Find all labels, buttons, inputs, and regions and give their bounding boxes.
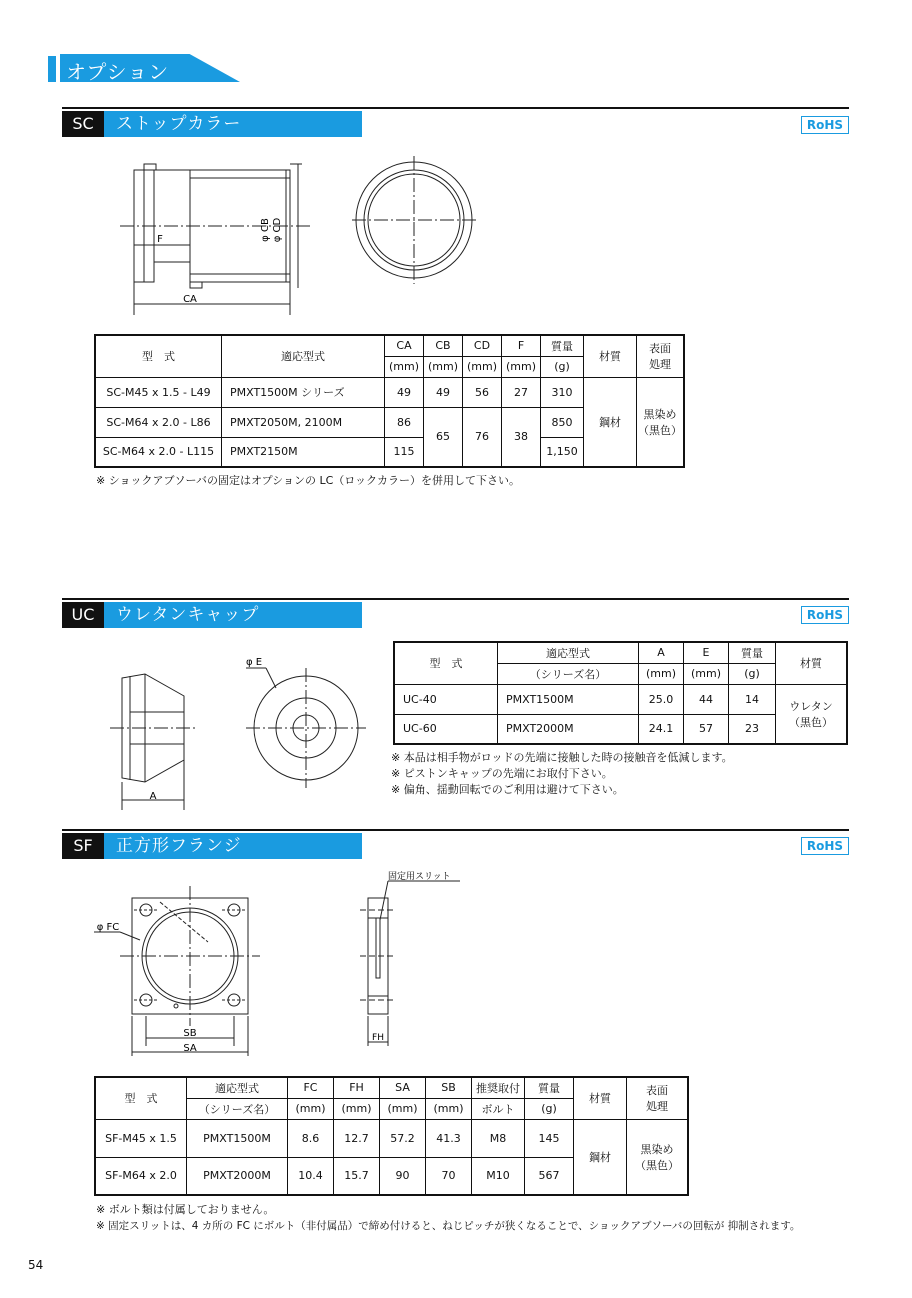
sf-slit-label: 固定用スリット — [388, 872, 451, 882]
table-cell: (mm) — [463, 356, 502, 377]
table-cell: M10 — [472, 1157, 525, 1195]
sf-spec-table — [94, 1076, 689, 1196]
table-cell: FC — [288, 1077, 334, 1098]
sc-h-material: 材質 — [584, 335, 637, 377]
uc-section-name: ウレタンキャップ — [116, 605, 260, 625]
sf-dim-fh: FH — [372, 1033, 384, 1043]
sf-dim-sb: SB — [183, 1028, 197, 1039]
table-cell: PMXT2150M — [222, 437, 385, 467]
table-cell: M8 — [472, 1119, 525, 1157]
table-cell: A — [639, 642, 684, 663]
sc-dim-cb: φ CB — [260, 218, 271, 242]
table-cell: (mm) — [334, 1098, 380, 1119]
uc-section-header — [62, 602, 362, 628]
uc-material: ウレタン （黒色） — [776, 684, 848, 744]
page-title — [48, 54, 240, 82]
table-cell: PMXT1500M — [187, 1119, 288, 1157]
sc-section-header — [62, 111, 362, 137]
sf-section-header — [62, 833, 362, 859]
table-cell: 70 — [426, 1157, 472, 1195]
sf-rohs-badge: RoHS — [801, 837, 849, 855]
table-cell: 型 式 — [95, 1077, 187, 1119]
table-cell: 57.2 — [380, 1119, 426, 1157]
uc-drawing — [100, 650, 380, 810]
table-cell: 適応型式 — [498, 642, 639, 663]
sc-surface: 黒染め （黒色） — [637, 377, 685, 467]
sf-note-2: ※ 固定スリットは、4 カ所の FC にボルト（非付属品）で締め付けると、ねじピッチが狭くなることで、ショックアブソーバの回転が 抑制されます。 — [96, 1220, 801, 1232]
sc-rohs-badge: RoHS — [801, 116, 849, 134]
table-cell: (g) — [525, 1098, 574, 1119]
sf-section-rule — [62, 829, 849, 831]
table-cell: SA — [380, 1077, 426, 1098]
table-cell: PMXT2050M, 2100M — [222, 407, 385, 437]
table-cell: 49 — [424, 377, 463, 407]
table-cell: 86 — [385, 407, 424, 437]
table-row — [95, 1119, 688, 1157]
table-cell: 型 式 — [394, 642, 498, 684]
table-cell: （シリーズ名） — [498, 663, 639, 684]
table-cell: 65 — [424, 407, 463, 467]
table-cell: 145 — [525, 1119, 574, 1157]
sf-dim-sa: SA — [183, 1043, 197, 1054]
sc-h-cb: CB — [424, 335, 463, 356]
sc-section-code: SC — [62, 111, 104, 137]
sf-dim-fc: φ FC — [96, 922, 120, 933]
table-cell: 材質 — [776, 642, 848, 684]
sc-note: ※ ショックアブソーバの固定はオプションの LC（ロックカラー）を併用して下さい。 — [96, 474, 521, 487]
uc-rohs-badge: RoHS — [801, 606, 849, 624]
table-cell: 15.7 — [334, 1157, 380, 1195]
sc-h-mass: 質量 — [541, 335, 584, 356]
sc-spec-table — [94, 334, 685, 468]
sf-section-code: SF — [62, 833, 104, 859]
title-accent-bar — [48, 56, 56, 82]
table-cell: 44 — [684, 684, 729, 714]
table-cell: FH — [334, 1077, 380, 1098]
table-cell: 質量 — [729, 642, 776, 663]
table-cell: 90 — [380, 1157, 426, 1195]
uc-spec-table — [393, 641, 848, 745]
table-cell: 表面 処理 — [627, 1077, 689, 1119]
table-cell: 適応型式 — [187, 1077, 288, 1098]
table-cell: PMXT2000M — [187, 1157, 288, 1195]
uc-note-2: ※ ピストンキャップの先端にお取付下さい。 — [391, 767, 613, 780]
table-cell: 24.1 — [639, 714, 684, 744]
table-cell: 質量 — [525, 1077, 574, 1098]
table-cell: 推奨取付 — [472, 1077, 525, 1098]
table-cell: SC-M64 x 2.0 - L86 — [95, 407, 222, 437]
table-cell: 76 — [463, 407, 502, 467]
sc-section-name: ストップカラー — [116, 114, 242, 134]
table-cell: 材質 — [574, 1077, 627, 1119]
table-cell: E — [684, 642, 729, 663]
table-cell: SB — [426, 1077, 472, 1098]
uc-dim-a: A — [149, 791, 157, 802]
table-cell: PMXT2000M — [498, 714, 639, 744]
table-cell: SF-M45 x 1.5 — [95, 1119, 187, 1157]
table-cell: SC-M45 x 1.5 - L49 — [95, 377, 222, 407]
sf-material: 鋼材 — [574, 1119, 627, 1195]
uc-section-code: UC — [62, 602, 104, 628]
table-cell: (mm) — [380, 1098, 426, 1119]
table-cell: 38 — [502, 407, 541, 467]
page-number: 54 — [28, 1258, 44, 1272]
table-row — [394, 684, 847, 714]
sc-h-fit: 適応型式 — [222, 335, 385, 377]
table-cell: (mm) — [424, 356, 463, 377]
table-cell: UC-60 — [394, 714, 498, 744]
table-cell: 12.7 — [334, 1119, 380, 1157]
table-cell: （シリーズ名） — [187, 1098, 288, 1119]
uc-dim-e: φ E — [245, 657, 263, 668]
sc-h-f: F — [502, 335, 541, 356]
sc-dim-ca: CA — [183, 294, 197, 305]
table-cell: 8.6 — [288, 1119, 334, 1157]
table-cell: 1,150 — [541, 437, 584, 467]
table-cell: 41.3 — [426, 1119, 472, 1157]
table-cell: PMXT1500M シリーズ — [222, 377, 385, 407]
table-cell: (mm) — [639, 663, 684, 684]
uc-note-1: ※ 本品は相手物がロッドの先端に接触した時の接触音を低減します。 — [391, 751, 733, 764]
sc-section-rule — [62, 107, 849, 109]
table-cell: 850 — [541, 407, 584, 437]
table-cell: 14 — [729, 684, 776, 714]
table-cell: 57 — [684, 714, 729, 744]
sc-h-model: 型 式 — [95, 335, 222, 377]
table-cell: 23 — [729, 714, 776, 744]
table-cell: (mm) — [502, 356, 541, 377]
sc-dim-f: F — [157, 234, 163, 245]
sc-drawing — [90, 150, 510, 320]
page-title-text: オプション — [66, 60, 170, 84]
table-cell: 115 — [385, 437, 424, 467]
table-cell: ボルト — [472, 1098, 525, 1119]
sf-drawing — [90, 866, 470, 1062]
table-row — [95, 377, 684, 407]
table-cell: 567 — [525, 1157, 574, 1195]
table-cell: PMXT1500M — [498, 684, 639, 714]
table-cell: (mm) — [684, 663, 729, 684]
table-cell: (mm) — [288, 1098, 334, 1119]
table-cell: UC-40 — [394, 684, 498, 714]
table-cell: 10.4 — [288, 1157, 334, 1195]
table-cell: (g) — [729, 663, 776, 684]
table-cell: (mm) — [385, 356, 424, 377]
table-cell: (g) — [541, 356, 584, 377]
sc-h-cd: CD — [463, 335, 502, 356]
sc-material: 鋼材 — [584, 377, 637, 467]
sc-h-surface: 表面 処理 — [637, 335, 685, 377]
table-cell: 49 — [385, 377, 424, 407]
table-cell: SC-M64 x 2.0 - L115 — [95, 437, 222, 467]
table-cell: 27 — [502, 377, 541, 407]
table-cell: 310 — [541, 377, 584, 407]
table-cell: (mm) — [426, 1098, 472, 1119]
sf-surface: 黒染め （黒色） — [627, 1119, 689, 1195]
sc-h-ca: CA — [385, 335, 424, 356]
uc-section-rule — [62, 598, 849, 600]
sf-section-name: 正方形フランジ — [116, 836, 242, 856]
sf-note-1: ※ ボルト類は付属しておりません。 — [96, 1203, 275, 1216]
uc-note-3: ※ 偏角、揺動回転でのご利用は避けて下さい。 — [391, 783, 624, 796]
table-cell: SF-M64 x 2.0 — [95, 1157, 187, 1195]
table-cell: 56 — [463, 377, 502, 407]
table-cell: 25.0 — [639, 684, 684, 714]
sc-dim-cd: φ CD — [272, 217, 283, 243]
